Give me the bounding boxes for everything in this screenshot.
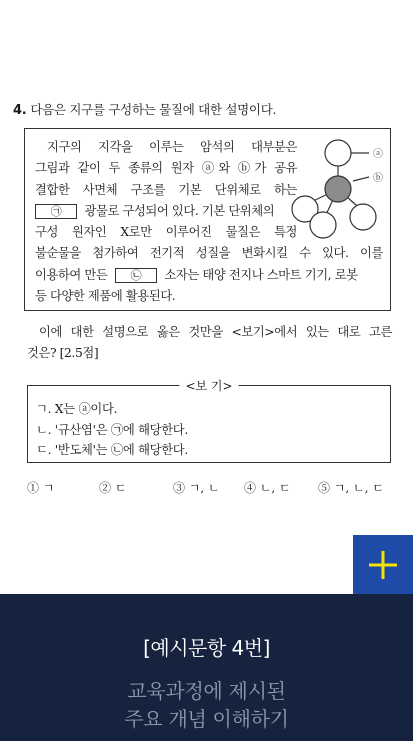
prompt-line: 것은? [2.5점]: [27, 346, 99, 360]
bogi-box: [27, 379, 391, 463]
choice-3: ③ ㄱ, ㄴ: [173, 481, 220, 495]
passage-line: 구성 원자인 X로만 이루어진 물질은 특정: [35, 225, 297, 240]
question-prompt: [27, 322, 392, 364]
bogi-item: ㄴ. '규산염'은 ㉠에 해당한다.: [36, 422, 188, 437]
question-title-text: 다음은 지구를 구성하는 물질에 대한 설명이다.: [30, 102, 277, 117]
passage-line-with-blank: [35, 265, 383, 286]
choice-5: ⑤ ㄱ, ㄴ, ㄷ: [318, 481, 384, 495]
footer-subtitle-line: 교육과정에 제시된: [127, 679, 286, 703]
bogi-items: [36, 399, 188, 461]
bogi-item: ㄷ. '반도체'는 ㉡에 해당한다.: [36, 443, 188, 457]
passage-line: 등 다양한 제품에 활용된다.: [35, 289, 176, 304]
plus-icon: [367, 549, 399, 581]
molecule-label-a: ⓐ: [373, 149, 383, 160]
footer-subtitle-line: 주요 개념 이해하기: [124, 707, 289, 731]
blank-a: ㉠: [35, 204, 77, 219]
tetrahedron-figure: [283, 133, 383, 243]
footer-title: [예시문항 4번]: [143, 636, 270, 660]
passage-line-with-blank: [35, 201, 297, 222]
footer-banner: [0, 594, 413, 741]
choice-4: ④ ㄴ, ㄷ: [244, 481, 291, 495]
passage-line: 지구의 지각을 이루는 암석의 대부분은: [47, 140, 297, 154]
passage-line: 광물로 구성되어 있다. 기본 단위체의: [84, 203, 275, 218]
bogi-item: ㄱ. X는 ⓐ이다.: [36, 402, 118, 416]
passage-line: 소자는 태양 전지나 스마트 기기, 로봇: [164, 267, 358, 282]
choice-1: ① ㄱ: [27, 481, 55, 495]
passage-line: 그림과 같이 두 종류의 원자 ⓐ와 ⓑ가 공유: [35, 161, 297, 176]
blank-b: ㉡: [115, 268, 157, 283]
bogi-title: <보 기>: [179, 377, 238, 394]
passage-line: 이용하여 만든: [35, 267, 108, 282]
passage-line: 결합한 사면체 구조를 기본 단위체로 하는: [35, 182, 297, 197]
question-title: [13, 100, 276, 118]
passage-line: 불순물을 첨가하여 전기적 성질을 변화시킬 수 있다. 이를: [35, 246, 383, 261]
molecule-label-b: ⓑ: [373, 173, 383, 184]
passage-box: [24, 128, 391, 311]
footer-subtitle: [0, 677, 413, 733]
choice-2: ② ㄷ: [99, 481, 127, 495]
expand-button[interactable]: [353, 535, 413, 594]
prompt-line: 이에 대한 설명으로 옳은 것만을 <보기>에서 있는 대로 고른: [39, 325, 392, 339]
question-number: 4.: [13, 103, 27, 118]
